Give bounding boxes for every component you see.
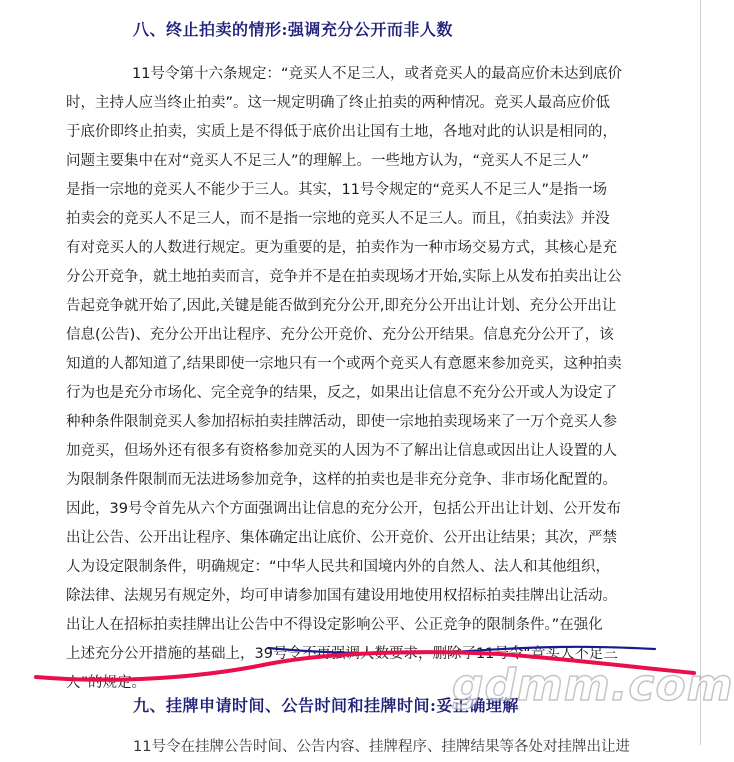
paragraph-line: 因此，39号令首先从六个方面强调出让信息的充分公开，包括公开出让计划、公开发布 [66,501,621,517]
cut-off-text: 11号令在挂牌公告时间、公告内容、挂牌程序、挂牌结果等各处对挂牌出让进 [133,739,630,755]
paragraph-line: 除法律、法规另有规定外，均可申请参加国有建设用地使用权招标拍卖挂牌出让活动。 [66,588,617,604]
paragraph-line: 告起竞争就开始了,因此,关键是能否做到充分公开,即充分公开出让计划、充分公开出让 [66,298,617,314]
paragraph-line: 知道的人都知道了,结果即使一宗地只有一个或两个竞买人有意愿来参加竞买，这种拍卖 [66,356,622,372]
page-border-rule [700,0,701,745]
body-paragraph [66,60,698,698]
cut-off-text-line [133,731,693,755]
paragraph-line: 出让人在招标拍卖挂牌出让公告中不得设定影响公平、公正竞争的限制条件。”在强化 [66,617,603,633]
paragraph-line: 于底价即终止拍卖，实质上是不得低于底价出让国有土地，各地对此的认识是相同的， [66,124,617,140]
watermark-logo: gdmm.com [452,660,734,711]
paragraph-line: 种种条件限制竞买人参加招标拍卖挂牌活动，即使一宗地拍卖现场来了一万个竞买人参 [66,414,617,430]
paragraph-line: 加竞买，但场外还有很多有资格参加竞买的人因为不了解出让信息或因出让人设置的人 [66,443,617,459]
paragraph-line: 信息(公告)、充分公开出让程序、充分公开竞价、充分公开结果。信息充分公开了，该 [66,327,614,343]
paragraph-line: 上述充分公开措施的基础上，39号令不再强调人数要求，删除了11号令“竞买人不足三 [66,646,618,662]
paragraph-line: 是指一宗地的竞买人不能少于三人。其实，11号令规定的“竞买人不足三人”是指一场 [66,182,607,198]
paragraph-line: 时，主持人应当终止拍卖”。这一规定明确了终止拍卖的两种情况。竞买人最高应价低 [66,95,611,111]
paragraph-line: 人为设定限制条件，明确规定：“中华人民共和国境内外的自然人、法人和其他组织， [66,559,611,575]
section-heading-8: 八、终止拍卖的情形:强调充分公开而非人数 [133,20,453,39]
paragraph-line: 人”的规定。 [66,675,147,691]
paragraph-line: 为限制条件限制而无法进场参加竞争，这样的拍卖也是非充分竞争、非市场化配置的。 [66,472,617,488]
section-heading-9: 九、挂牌申请时间、公告时间和挂牌时间:妥正确理解 [133,696,519,715]
paragraph-line: 11号令第十六条规定：“竞买人不足三人，或者竞买人的最高应价未达到底价 [132,66,622,82]
paragraph-line: 出让公告、公开出让程序、集体确定出让底价、公开竞价、公开出让结果；其次，严禁 [66,530,617,546]
paragraph-line: 分公开竞争，就土地拍卖而言，竞争并不是在拍卖现场才开始,实际上从发布拍卖出让公 [66,269,622,285]
paragraph-line: 有对竞买人的人数进行规定。更为重要的是，拍卖作为一种市场交易方式，其核心是充 [66,240,617,256]
paragraph-line: 行为也是充分市场化、完全竞争的结果，反之，如果出让信息不充分公开或人为设定了 [66,385,617,401]
paragraph-line: 拍卖会的竞买人不足三人，而不是指一宗地的竞买人不足三人。而且，《拍卖法》并没 [66,211,610,227]
paragraph-line: 问题主要集中在对“竞买人不足三人”的理解上。一些地方认为，“竞买人不足三人” [66,153,590,169]
